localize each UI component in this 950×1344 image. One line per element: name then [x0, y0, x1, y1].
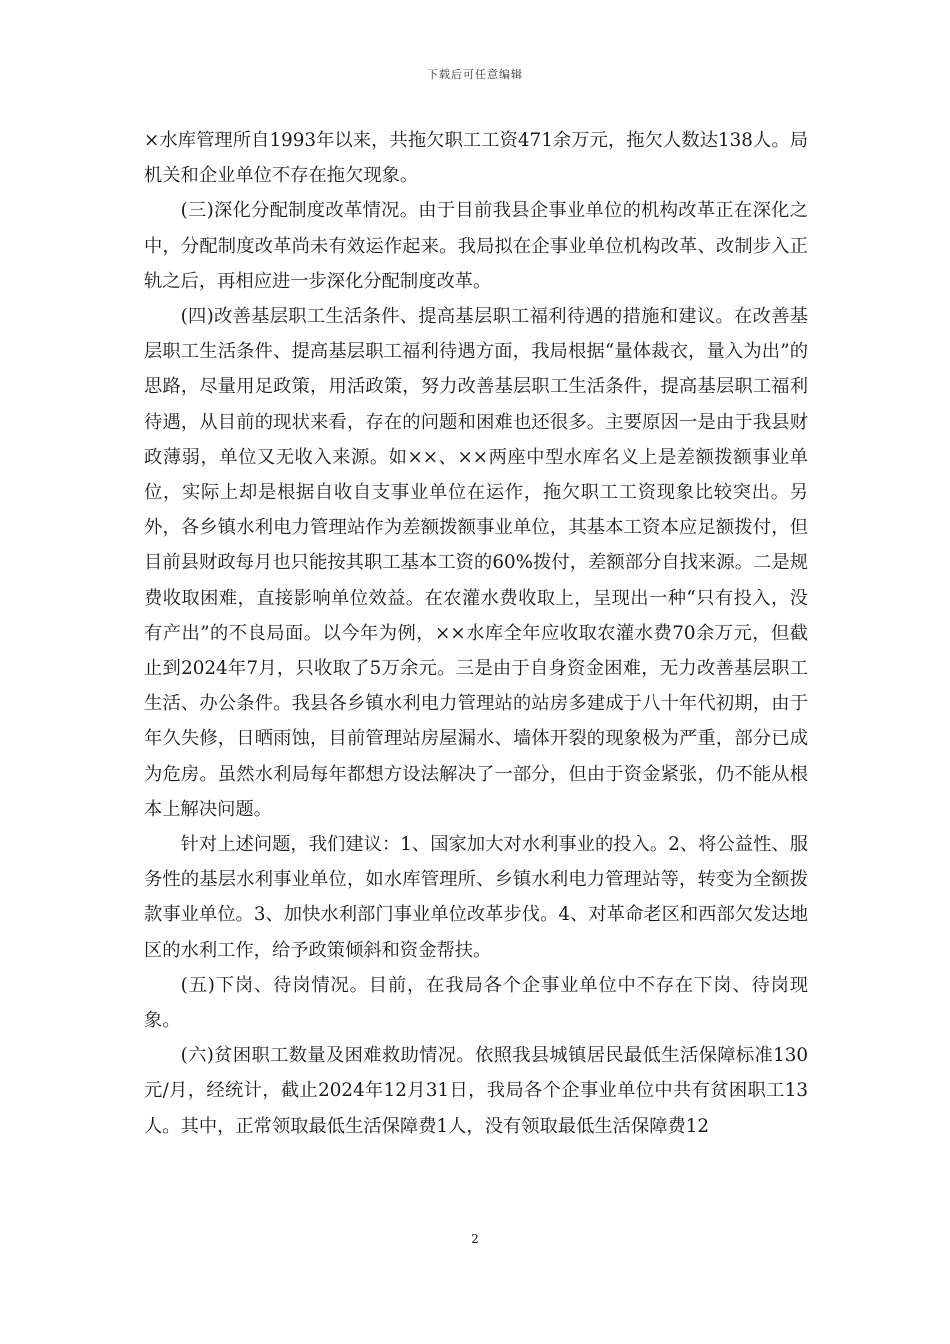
- page-header: 下载后可任意编辑: [427, 68, 523, 81]
- paragraph-section-6: (六)贫困职工数量及困难救助情况。依照我县城镇居民最低生活保障标准130元/月，经统计，截止2024年12月31日，我局各个企事业单位中共有贫困职工13人。其中，正常领取最低生活保障费1人，没有领取最低生活保障费12: [144, 1045, 808, 1137]
- paragraph-section-3: (三)深化分配制度改革情况。由于目前我县企事业单位的机构改革正在深化之中，分配制度改革尚未有效运作起来。我局拟在企事业单位机构改革、改制步入正轨之后，再相应进一步深化分配制度改革。: [144, 200, 808, 292]
- paragraph-section-5: (五)下岗、待岗情况。目前，在我局各个企事业单位中不存在下岗、待岗现象。: [144, 974, 808, 1032]
- paragraph-section-4: (四)改善基层职工生活条件、提高基层职工福利待遇的措施和建议。在改善基层职工生活条件、提高基层职工福利待遇方面，我局根据“量体裁衣，量入为出”的思路，尽量用足政策，用活政策，努力改善基层职工生活条件，提高基层职工福利待遇，从目前的现状来看，存在的问题和困难也还很多。主要原因一是由于我县财政薄弱，单位又无收入来源。如××、××两座中型水库名义上是差额拨额事业单位，实际上却是根据自收自支事业单位在运作，拖欠职工工资现象比较突出。另外，各乡镇水利电力管理站作为差额拨额事业单位，其基本工资本应足额拨付，但目前县财政每月也只能按其职工基本工资的60%拨付，差额部分自找来源。二是规费收取困难，直接影响单位效益。在农灌水费收取上，呈现出一种“只有投入，没有产出”的不良局面。以今年为例，××水库全年应收取农灌水费70余万元，但截止到2024年7月，只收取了5万余元。三是由于自身资金困难，无力改善基层职工生活、办公条件。我县各乡镇水利电力管理站的站房多建成于八十年代初期，由于年久失修，日晒雨蚀，目前管理站房屋漏水、墙体开裂的现象极为严重，部分已成为危房。虽然水利局每年都想方设法解决了一部分，但由于资金紧张，仍不能从根本上解决问题。: [144, 306, 808, 820]
- paragraph-continuation: ×水库管理所自1993年以来，共拖欠职工工资471余万元，拖欠人数达138人。局机关和企业单位不存在拖欠现象。: [144, 130, 808, 187]
- paragraph-suggestions: 针对上述问题，我们建议：1、国家加大对水利事业的投入。2、将公益性、服务性的基层水利事业单位，如水库管理所、乡镇水利电力管理站等，转变为全额拨款事业单位。3、加快水利部门事业单位改革步伐。4、对革命老区和西部欠发达地区的水利工作，给予政策倾斜和资金帮扶。: [144, 834, 808, 961]
- page-number: 2: [471, 1232, 479, 1246]
- document-body: [144, 123, 808, 1144]
